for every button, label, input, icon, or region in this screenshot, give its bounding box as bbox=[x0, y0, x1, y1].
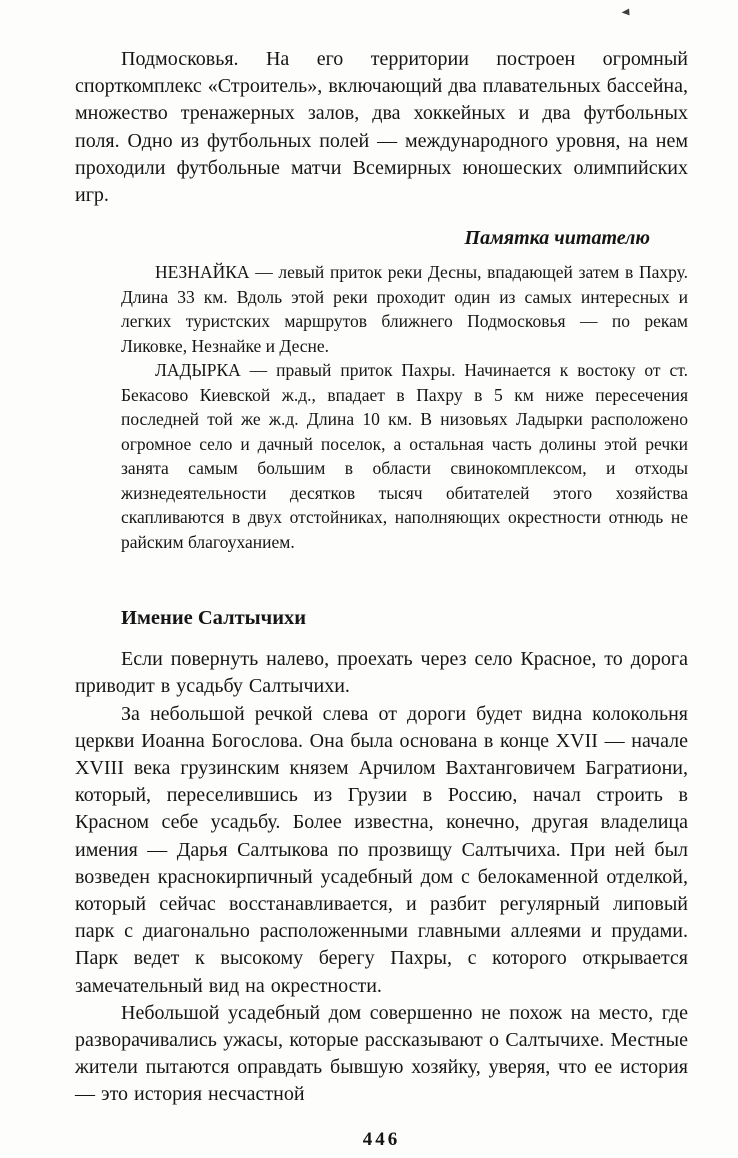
intro-paragraph: Подмосковья. На его территории построен огромный спорткомплекс «Строитель», включающий два плавательных бассейна, множество тренажерных залов, два хоккейных и два футбольных поля. Одно из футбольных полей — международного уровня, на нем проходили футбольные матчи Всемирных юношеских олимпийских игр. bbox=[75, 48, 688, 207]
page-number: 446 bbox=[362, 1128, 401, 1150]
memo-heading: Памятка читателю bbox=[464, 227, 650, 250]
scan-speck-icon: ◄ bbox=[618, 4, 633, 19]
section-heading: Имение Салтычихи bbox=[121, 607, 307, 630]
memo-paragraph: НЕЗНАЙКА — левый приток реки Десны, впадающей затем в Пахру. Длина 33 км. Вдоль этой реки проходит один из самых интересных и легких туристских маршрутов ближнего Подмосковья — по рекам Ликовке, Незнайке и Десне. bbox=[121, 262, 688, 356]
section-paragraph: Если повернуть налево, проехать через село Красное, то дорога приводит в усадьбу Салтычихи. bbox=[75, 648, 688, 698]
section-body bbox=[75, 646, 688, 1108]
section-paragraph: Небольшой усадебный дом совершенно не похож на место, где разворачивались ужасы, которые рассказывают о Салтычихе. Местные жители пытаются оправдать бывшую хозяйку, уверяя, что ее история — это история несчастной bbox=[75, 1001, 688, 1106]
memo-paragraph: ЛАДЫРКА — правый приток Пахры. Начинается к востоку от ст. Бекасово Киевской ж.д., впадает в Пахру в 5 км ниже пересечения последней той же ж.д. Длина 10 км. В низовьях Ладырки расположено огромное село и дачный поселок, а остальная часть долины этой речки занята самым большим в области свинокомплексом, и отходы жизнедеятельности десятков тысяч обитателей этого хозяйства скапливаются в двух отстойниках, наполняющих окрестности отнюдь не райским благоуханием. bbox=[121, 360, 688, 552]
memo-block bbox=[121, 260, 688, 554]
section-paragraph: За небольшой речкой слева от дороги будет видна колокольня церкви Иоанна Богослова. Она была основана в конце XVII — начале XVIII века грузинским князем Арчилом Вахтанговичем Багратиони, который, переселившись из Грузии в Россию, начал строить в Красном себе усадьбу. Более известна, конечно, другая владелица имения — Дарья Салтыкова по прозвищу Салтычиха. При ней был возведен краснокирпичный усадебный дом с белокаменной отделкой, который сейчас восстанавливается, и разбит регулярный липовый парк с диагонально расположенными главными аллеями и прудами. Парк ведет к высокому берегу Пахры, с которого открывается замечательный вид на окрестности. bbox=[75, 702, 688, 997]
